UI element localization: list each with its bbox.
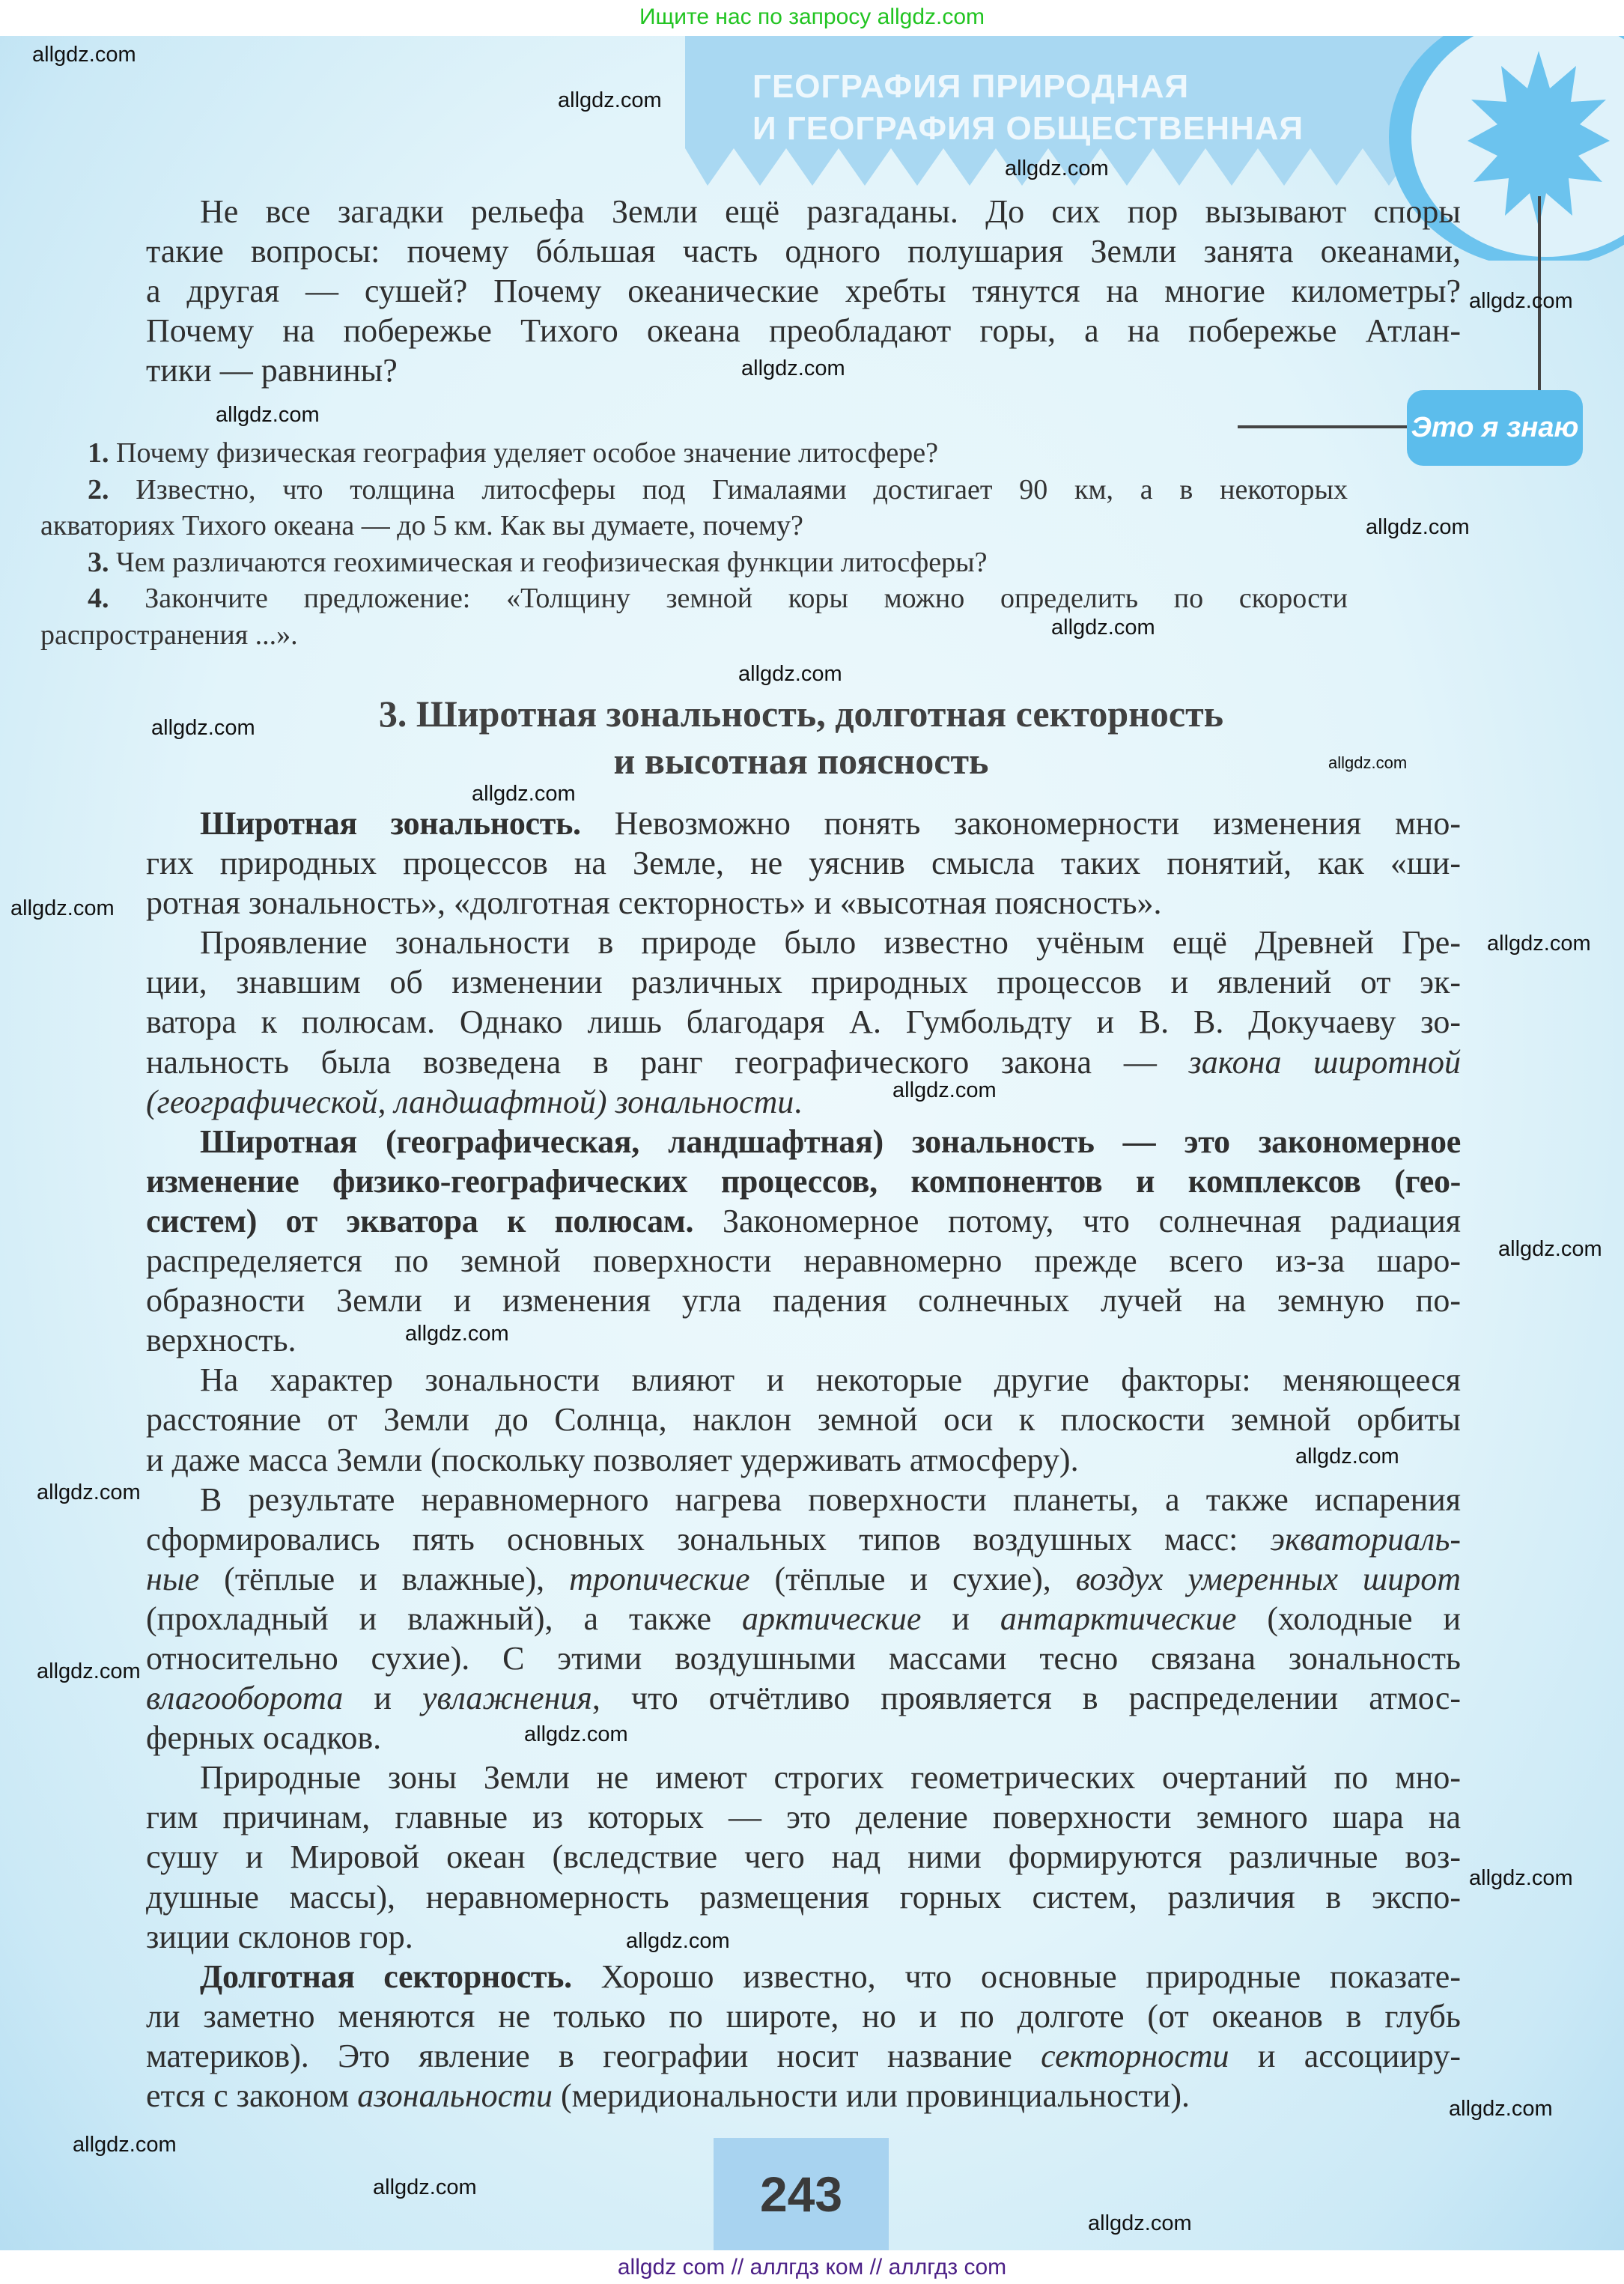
watermark-text: allgdz.com <box>1498 1237 1602 1261</box>
text-line <box>146 1480 1461 1519</box>
text-run: душные массы), неравномерность размещения горных систем, различия в экспо- <box>146 1878 1461 1916</box>
section-heading-line-2: и высотная поясность <box>613 740 989 782</box>
italic-term: закона широтной <box>1188 1043 1461 1081</box>
text-run: относительно сухие). С этими воздушными массами тесно связана зональность <box>146 1639 1461 1677</box>
text-run: сушу и Мировой океан (вследствие чего над ними формируются различные воз- <box>146 1838 1461 1876</box>
text-run: (тёплые и сухие), <box>749 1560 1076 1597</box>
text-run: распределяется по земной поверхности неравномерно прежде всего из-за шаро- <box>146 1242 1461 1280</box>
text-run: Природные зоны Земли не имеют строгих геометрических очертаний по мно- <box>200 1759 1461 1796</box>
text-run: и ассоцииру- <box>1229 2037 1461 2074</box>
question-number: 3. <box>88 546 109 578</box>
question-text: акваториях Тихого океана — до 5 км. Как вы думаете, почему? <box>40 510 803 542</box>
text-line <box>146 1440 1461 1480</box>
watermark-text: allgdz.com <box>37 1480 141 1504</box>
paragraph <box>146 1957 1461 2116</box>
text-run: ватора к полюсам. Однако лишь благодаря А. Гумбольдту и В. В. Докучаеву зо- <box>146 1003 1461 1041</box>
text-run: ли заметно меняются не только по широте, но и по долготе (от океанов в глубь <box>146 1997 1461 2035</box>
watermark-text: allgdz.com <box>1088 2211 1192 2235</box>
question-text: Чем различаются геохимическая и геофизическая функции литосферы? <box>116 546 988 578</box>
text-line <box>146 1281 1461 1320</box>
text-run: . <box>794 1083 803 1120</box>
section-heading-line-1: 3. Широтная зональность, долготная секторность <box>378 693 1224 735</box>
watermark-text: allgdz.com <box>73 2133 177 2157</box>
chapter-title-line-1: ГЕОГРАФИЯ ПРИРОДНАЯ <box>752 68 1190 105</box>
text-run: и <box>343 1680 422 1717</box>
text-line <box>146 1837 1461 1877</box>
watermark-text: allgdz.com <box>1051 616 1155 640</box>
watermark-text: allgdz.com <box>373 2175 477 2199</box>
watermark-text: allgdz.com <box>472 782 576 806</box>
bottom-promo-banner: allgdz com // аллгдз ком // аллгдз com <box>0 2250 1624 2284</box>
text-line <box>146 1400 1461 1439</box>
italic-term: арктические <box>742 1600 922 1637</box>
watermark-text: allgdz.com <box>405 1322 509 1346</box>
text-run: Проявление зональности в природе было известно учёным ещё Древней Гре- <box>200 924 1461 962</box>
text-run: ции, знавшим об изменении различных природных процессов и явлений от эк- <box>146 964 1461 1001</box>
bold-term: Широтная (географическая, ландшафтная) зональность — это закономерное <box>200 1123 1461 1160</box>
top-promo-banner: Ищите нас по запросу allgdz.com <box>0 0 1624 36</box>
text-run: сформировались пять основных зональных типов воздушных масс: <box>146 1520 1271 1558</box>
text-run: Не все загадки рельефа Земли ещё разгаданы. До сих пор вызывают споры <box>200 193 1461 230</box>
text-run: верхность. <box>146 1322 296 1359</box>
text-run: , что отчётливо проявляется в распределении атмос- <box>591 1680 1461 1717</box>
text-line <box>146 271 1461 311</box>
eto-ya-znayu-badge: Это я знаю <box>1407 390 1583 466</box>
text-line <box>146 1678 1461 1718</box>
paragraph <box>146 1360 1461 1479</box>
text-line <box>146 804 1461 843</box>
watermark-text: allgdz.com <box>1366 515 1470 539</box>
text-run: зиции склонов гор. <box>146 1918 413 1955</box>
watermark-text: allgdz.com <box>738 662 842 686</box>
paragraph <box>146 1122 1461 1361</box>
section-body <box>146 804 1461 2116</box>
watermark-text: allgdz.com <box>1295 1445 1399 1468</box>
text-run: гим причинам, главные из которых — это деление поверхности земного шара на <box>146 1799 1461 1836</box>
text-run: а другая — сушей? Почему океанические хребты тянутся на многие километры? <box>146 273 1461 310</box>
text-line <box>146 1320 1461 1360</box>
chapter-title-line-2: И ГЕОГРАФИЯ ОБЩЕСТВЕННАЯ <box>752 110 1304 147</box>
question-number: 4. <box>88 583 109 615</box>
watermark-text: allgdz.com <box>1005 157 1109 180</box>
text-run: тики — равнины? <box>146 352 398 389</box>
text-line <box>146 1161 1461 1201</box>
text-run: нальность была возведена в ранг географического закона — <box>146 1043 1189 1081</box>
text-run: (тёплые и влажные), <box>199 1560 570 1597</box>
text-line <box>146 192 1461 231</box>
watermark-text: allgdz.com <box>32 43 136 67</box>
watermark-text: allgdz.com <box>216 403 320 427</box>
text-run: гих природных процессов на Земле, не уяснив смысла таких понятий, как «ши- <box>146 845 1461 882</box>
text-run: ется с законом <box>146 2077 358 2114</box>
text-run: Хорошо известно, что основные природные показате- <box>571 1958 1461 1995</box>
italic-term: азональности <box>357 2077 553 2114</box>
text-line <box>146 1718 1461 1758</box>
italic-term: экваториаль- <box>1270 1520 1461 1558</box>
text-line <box>146 1559 1461 1599</box>
text-run: (меридиональности или провинциальности). <box>552 2077 1190 2114</box>
question-text: Закончите предложение: «Толщину земной коры можно определить по скорости <box>145 583 1348 615</box>
text-line <box>146 311 1461 350</box>
text-line <box>146 962 1461 1002</box>
watermark-text: allgdz.com <box>626 1929 730 1953</box>
text-run: В результате неравномерного нагрева поверхности планеты, а также испарения <box>200 1480 1461 1518</box>
question-number: 1. <box>88 437 109 469</box>
watermark-text: allgdz.com <box>892 1078 997 1102</box>
text-line <box>146 1957 1461 1996</box>
watermark-text: allgdz.com <box>151 716 255 740</box>
text-line <box>146 923 1461 962</box>
text-run: образности Земли и изменения угла падения солнечных лучей на земную по- <box>146 1282 1461 1319</box>
paragraph <box>146 1758 1461 1956</box>
text-line <box>146 1917 1461 1957</box>
text-line <box>146 843 1461 883</box>
text-run: Невозможно понять закономерности изменения мно- <box>580 805 1461 842</box>
text-line <box>146 883 1461 923</box>
text-run: (прохладный и влажный), а также <box>146 1600 743 1637</box>
text-line <box>146 1082 1461 1122</box>
text-line <box>146 1758 1461 1797</box>
paragraph <box>146 923 1461 1121</box>
watermark-text: allgdz.com <box>1328 753 1408 772</box>
page-number: 243 <box>714 2138 889 2250</box>
question-line <box>40 435 1348 472</box>
text-line <box>146 1201 1461 1241</box>
text-run: ротная зональность», «долготная секторность» и «высотная поясность». <box>146 884 1162 922</box>
text-line <box>146 1360 1461 1400</box>
text-line <box>146 1002 1461 1042</box>
question-line <box>40 544 1348 581</box>
bold-term: систем) от экватора к полюсам. <box>146 1202 694 1239</box>
text-run: материков). Это явление в географии носит название <box>146 2037 1041 2074</box>
text-line <box>146 2076 1461 2116</box>
paragraph <box>146 804 1461 923</box>
text-run: и даже масса Земли (поскольку позволяет удерживать атмосферу). <box>146 1441 1079 1478</box>
question-line <box>40 508 1348 544</box>
section-heading <box>225 690 1378 785</box>
question-line <box>40 472 1348 508</box>
question-text: Известно, что толщина литосферы под Гималаями достигает 90 км, а в некоторых <box>136 473 1348 505</box>
bold-term: изменение физико-географических процессов, компонентов и комплексов (гео- <box>146 1162 1461 1200</box>
watermark-text: allgdz.com <box>1469 1866 1573 1890</box>
italic-term: влагооборота <box>146 1680 344 1717</box>
italic-term: тропические <box>569 1560 750 1597</box>
text-run: такие вопросы: почему бóльшая часть одного полушария Земли занята океанами, <box>146 233 1461 270</box>
text-line <box>146 1797 1461 1837</box>
watermark-text: allgdz.com <box>1449 2097 1553 2121</box>
text-line <box>146 1519 1461 1559</box>
text-line <box>146 1042 1461 1082</box>
watermark-text: allgdz.com <box>558 88 662 112</box>
question-text: распространения ...». <box>40 619 298 651</box>
paragraph <box>146 1480 1461 1758</box>
text-run: Почему на побережье Тихого океана преобладают горы, а на побережье Атлан- <box>146 312 1461 350</box>
text-line <box>146 2036 1461 2076</box>
connector-line-horizontal <box>1238 425 1410 428</box>
text-run: ферных осадков. <box>146 1719 382 1757</box>
text-run: и <box>921 1600 1000 1637</box>
watermark-text: allgdz.com <box>741 356 845 380</box>
text-run: Закономерное потому, что солнечная радиация <box>693 1202 1462 1239</box>
text-run: На характер зональности влияют и некоторые другие факторы: меняющееся <box>200 1361 1461 1399</box>
chapter-header-title <box>752 66 1304 150</box>
question-number: 2. <box>88 473 109 505</box>
bold-term: Широтная зональность. <box>200 805 581 842</box>
text-run: расстояние от Земли до Солнца, наклон земной оси к плоскости земной орбиты <box>146 1401 1461 1439</box>
question-text: Почему физическая география уделяет особое значение литосфере? <box>116 437 938 469</box>
italic-term: секторности <box>1041 2037 1229 2074</box>
text-run: (холодные и <box>1236 1600 1462 1637</box>
italic-term: увлажнения <box>422 1680 592 1717</box>
italic-term: ные <box>146 1560 200 1597</box>
text-line <box>146 231 1461 271</box>
watermark-text: allgdz.com <box>1469 289 1573 313</box>
text-line <box>146 1241 1461 1281</box>
italic-term: антарктические <box>1000 1600 1237 1637</box>
italic-term: (географической, ландшафтной) зональности <box>146 1083 794 1120</box>
watermark-text: allgdz.com <box>10 896 115 920</box>
question-line <box>40 580 1348 617</box>
watermark-text: allgdz.com <box>1487 932 1591 956</box>
text-line <box>146 1996 1461 2036</box>
italic-term: воздух умеренных широт <box>1075 1560 1461 1597</box>
watermark-text: allgdz.com <box>524 1722 628 1746</box>
text-line <box>146 1122 1461 1161</box>
text-line <box>146 1877 1461 1917</box>
watermark-text: allgdz.com <box>37 1659 141 1683</box>
bold-term: Долготная секторность. <box>200 1958 572 1995</box>
text-line <box>146 1638 1461 1678</box>
text-line <box>146 1599 1461 1638</box>
